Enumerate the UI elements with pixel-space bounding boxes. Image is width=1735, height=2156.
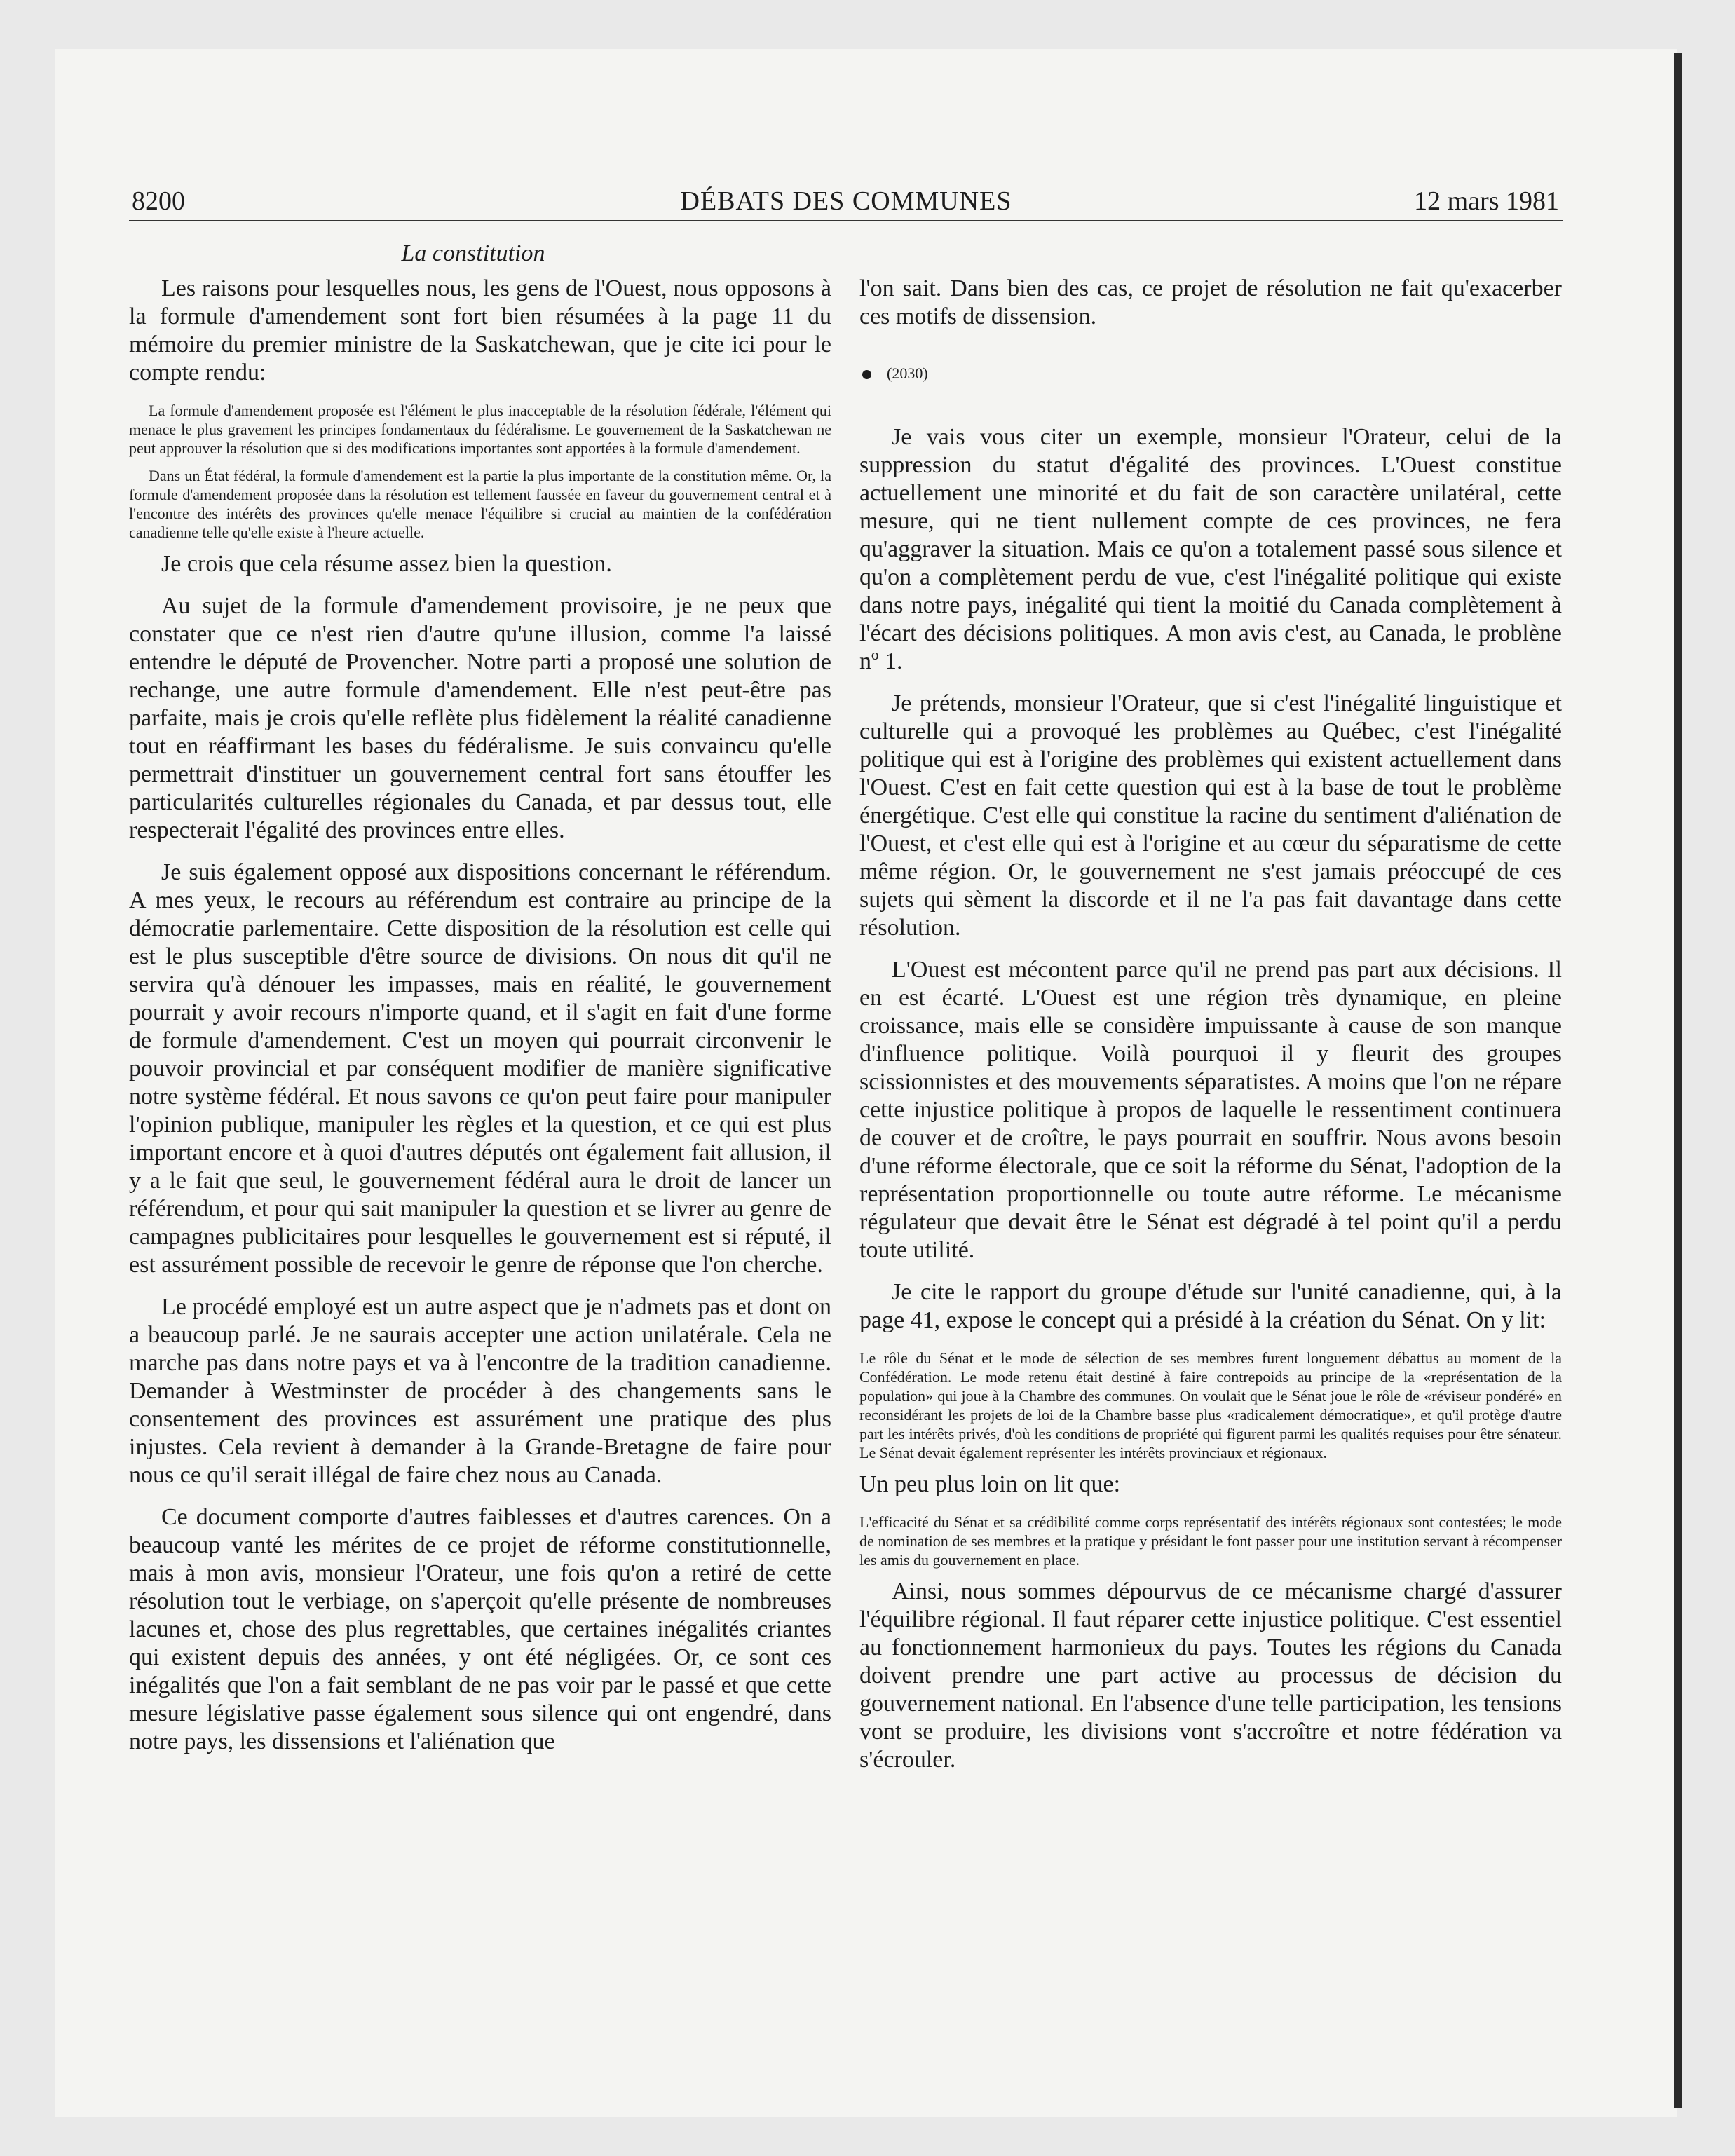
publication-title: DÉBATS DES COMMUNES <box>680 186 1012 216</box>
body-paragraph: Un peu plus loin on lit que: <box>859 1471 1121 1497</box>
quoted-passage: Dans un État fédéral, la formule d'amendement est la partie la plus importante de la constitution même. Or, la formule d'amendement proposée dans la résolution est tellement faussée en faveur du gouvernement central et à l'encontre des intérêts des provinces qu'elle menace l'équilibre si crucial au maintien de la confédération canadienne telle qu'elle existe à l'heure actuelle. <box>129 467 831 541</box>
body-paragraph: Les raisons pour lesquelles nous, les gens de l'Ouest, nous opposons à la formule d'amendement sont fort bien résumées à la page 11 du mémoire du premier ministre de la Saskatchewan, que je cite ici pour le compte rendu: <box>129 275 831 386</box>
body-paragraph: Je suis également opposé aux dispositions concernant le référendum. A mes yeux, le recours au référendum est contraire au principe de la démocratie parlementaire. Cette disposition de la résolution est celle qui est le plus susceptible d'être source de divisions. On nous dit qu'il ne servira qu'à dénouer les impasses, mais en réalité, le gouvernement pourrait y avoir recours n'importe quand, et il s'agit en fait d'une forme de formule d'amendement. C'est un moyen qui pourrait circonvenir le pouvoir provincial et par conséquent modifier de manière significative notre système fédéral. Et nous savons ce qu'on peut faire pour manipuler l'opinion publique, manipuler les règles et la question, et ce qui est plus important encore et à quoi d'autres députés ont également fait allusion, il y a le fait que seul, le gouvernement fédéral aura le droit de lancer un référendum, et pour qui sait manipuler la question et se livrer au genre de campagnes publicitaires pour lesquelles le gouvernement est si réputé, il est assurément possible de recevoir le genre de réponse que l'on cherche. <box>129 859 831 1278</box>
timestamp-text: (2030) <box>887 364 928 382</box>
quoted-passage: La formule d'amendement proposée est l'élément le plus inacceptable de la résolution fédérale, l'élément qui menace le plus gravement les principes fondamentaux du fédéralisme. Le gouvernement de la Saskatchewan ne peut approuver la résolution que si des modifications importantes sont apportées à la formule d'amendement. <box>129 402 831 457</box>
body-paragraph: Je crois que cela résume assez bien la question. <box>161 551 612 577</box>
page-binding-edge <box>1674 53 1682 2108</box>
left-column <box>129 275 831 1770</box>
body-paragraph: Le procédé employé est un autre aspect que je n'admets pas et dont on a beaucoup parlé. Je ne saurais accepter une action unilatérale. Cela ne marche pas dans notre pays et va à l'encontre de la tradition canadienne. Demander à Westminster de procéder à des changements sans le consentement des provinces est assurément une pratique des plus injustes. Cela revient à demander à la Grande-Bretagne de faire pour nous ce qu'il serait illégal de faire chez nous au Canada. <box>129 1294 831 1488</box>
body-paragraph: Ce document comporte d'autres faiblesses et d'autres carences. On a beaucoup vanté les mérites de ce projet de réforme constitutionnelle, mais à mon avis, monsieur l'Orateur, une fois qu'on a retiré de cette résolution tout le verbiage, on s'aperçoit qu'elle présente de nombreuses lacunes et, chose des plus regrettables, que certaines inégalités criantes qui existent depuis des années, y ont été négligées. Or, ce sont ces inégalités que l'on a fait semblant de ne pas voir par le passé et que cette mesure législative passe également sous silence qui ont engendré, dans notre pays, les dissensions et l'aliénation que <box>129 1504 831 1754</box>
body-paragraph: l'on sait. Dans bien des cas, ce projet de résolution ne fait qu'exacerber ces motifs de dissension. <box>859 275 1562 329</box>
quoted-passage: Le rôle du Sénat et le mode de sélection de ses membres furent longuement débattus au moment de la Confédération. Le mode retenu était destiné à faire contrepoids au principe de la «représentation de la population» qui joue à la Chambre des communes. On voulait que le Sénat joue le rôle de «réviseur pondéré» en reconsidérant les projets de loi de la Chambre basse plus «radicalement démocratique», et qu'il protège d'autre part les intérêts privés, d'où les conditions de propriété qui figurent parmi les qualités requises pour être sénateur. Le Sénat devait également représenter les intérêts provinciaux et régionaux. <box>859 1349 1562 1461</box>
bullet-icon <box>862 370 871 379</box>
body-paragraph: Ainsi, nous sommes dépourvus de ce mécanisme chargé d'assurer l'équilibre régional. Il faut réparer cette injustice politique. C'est essentiel au fonctionnement harmonieux du pays. Toutes les régions du Canada doivent prendre une part active au processus de décision du gouvernement national. En l'absence d'une telle participation, les tensions vont se produire, les divisions vont s'accroître et notre fédération va s'écrouler. <box>859 1578 1562 1773</box>
running-header <box>129 184 1563 221</box>
page-number: 8200 <box>132 186 185 216</box>
body-paragraph: Au sujet de la formule d'amendement provisoire, je ne peux que constater que ce n'est rien d'autre qu'une illusion, comme l'a laissé entendre le député de Provencher. Notre parti a proposé une solution de rechange, une autre formule d'amendement. Elle n'est peut-être pas parfaite, mais je crois qu'elle reflète plus fidèlement la réalité canadienne tout en réaffirmant les bases du fédéralisme. Je suis convaincu qu'elle permettrait d'instituer un gouvernement central fort sans étouffer les particularités culturelles régionales du Canada, et par dessus tout, elle respecterait l'égalité des provinces entre elles. <box>129 593 831 843</box>
timestamp-marker <box>859 363 1562 384</box>
section-title: La constitution <box>401 240 545 266</box>
header-date: 12 mars 1981 <box>1414 186 1559 216</box>
body-paragraph: Je vais vous citer un exemple, monsieur l'Orateur, celui de la suppression du statut d'égalité des provinces. L'Ouest constitue actuellement une minorité et du fait de son caractère unilatéral, cette mesure, qui ne tient nullement compte de ces provinces, ne fera qu'aggraver la situation. Mais ce qu'on a totalement passé sous silence et qu'on a complètement perdu de vue, c'est l'inégalité politique qui existe dans notre pays, inégalité qui tient la moitié du Canada complètement à l'écart des décisions politiques. A mon avis c'est, au Canada, le problène nº 1. <box>859 424 1562 674</box>
right-column <box>859 275 1562 1788</box>
body-paragraph: Je cite le rapport du groupe d'étude sur l'unité canadienne, qui, à la page 41, expose le concept qui a présidé à la création du Sénat. On y lit: <box>859 1279 1562 1333</box>
body-paragraph: Je prétends, monsieur l'Orateur, que si c'est l'inégalité linguistique et culturelle qui a provoqué les problèmes au Québec, c'est l'inégalité politique qui est à l'origine des problèmes qui existent actuellement dans l'Ouest. C'est en fait cette question qui est à la base de tout le problème énergétique. C'est elle qui constitue la racine du sentiment d'aliénation de l'Ouest, et c'est elle qui est à l'origine et au cœur du séparatisme de cette même région. Or, le gouvernement ne s'est jamais préoccupé de ces sujets qui sèment la discorde et il ne l'a pas fait davantage dans cette résolution. <box>859 690 1562 941</box>
quoted-passage: L'efficacité du Sénat et sa crédibilité comme corps représentatif des intérêts régionaux sont contestées; le mode de nomination de ses membres et la pratique y présidant le font passer pour une institution servant à récompenser les amis du gouvernement en place. <box>859 1513 1562 1569</box>
body-paragraph: L'Ouest est mécontent parce qu'il ne prend pas part aux décisions. Il en est écarté. L'Ouest est une région très dynamique, en pleine croissance, mais elle se considère impuissante à cause de son manque d'influence politique. Voilà pourquoi il y fleurit des groupes scissionnistes et des mouvements séparatistes. A moins que l'on ne répare cette injustice politique à propos de laquelle le ressentiment continuera de couver et de croître, le pays pourrait en souffrir. Nous avons besoin d'une réforme électorale, que ce soit la réforme du Sénat, l'adoption de la représentation proportionnelle ou toute autre réforme. Le mécanisme régulateur que devait être le Sénat est dégradé à tel point qu'il a perdu toute utilité. <box>859 957 1562 1263</box>
